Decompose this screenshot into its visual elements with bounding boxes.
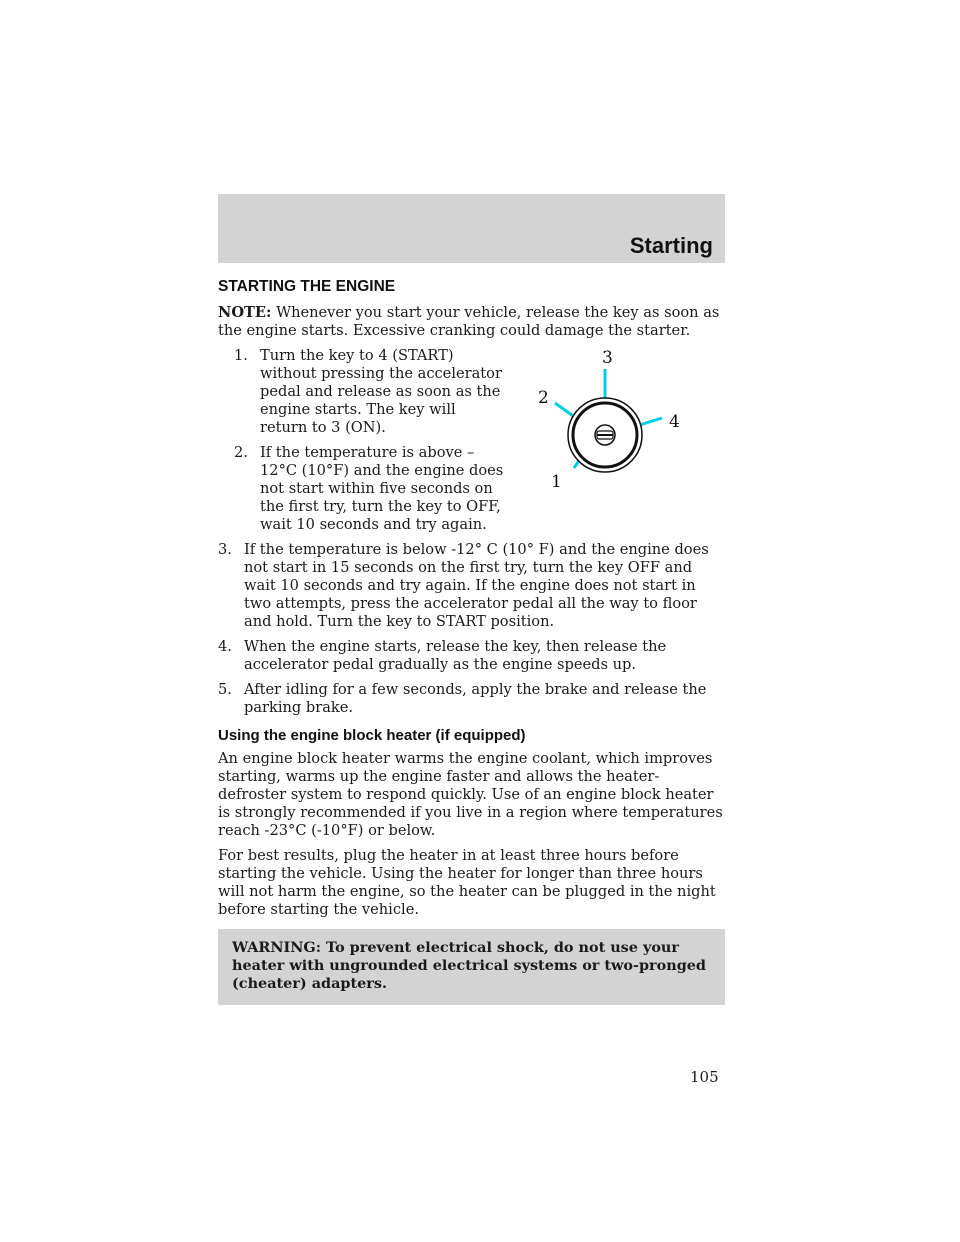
ignition-key-diagram: [505, 335, 705, 505]
block-heater-heading: Using the engine block heater (if equipped): [218, 727, 526, 744]
page-number: 105: [690, 1068, 719, 1086]
block-heater-paragraph-2: For best results, plug the heater in at least three hours before starting the vehicle. Using the heater for longer than three hours will not harm the engine, so the heater can be plugged in the night before starting the vehicle.: [218, 847, 716, 918]
step-text: After idling for a few seconds, apply the brake and release the parking brake.: [244, 681, 707, 716]
position-label-3: 3: [602, 348, 613, 368]
step-text: Turn the key to 4 (START) without pressing the accelerator pedal and release as soon as the engine starts. The key will return to 3 (ON).: [260, 347, 502, 436]
block-heater-paragraph-1: An engine block heater warms the engine coolant, which improves starting, warms up the engine faster and allows the heater-defroster system to respond quickly. Use of an engine block heater is strongly recommended if you live in a region where temperatures reach -23°C (-10°F) or below.: [218, 750, 723, 839]
step-text: When the engine starts, release the key, then release the accelerator pedal gradually as the engine speeds up.: [244, 638, 667, 673]
position-label-1: 1: [551, 472, 562, 492]
section-title: Starting: [629, 233, 713, 258]
step-5: [218, 681, 725, 717]
step-text: If the temperature is above –12°C (10°F) and the engine does not start within five seconds on the first try, turn the key to OFF, wait 10 seconds and try again.: [260, 444, 504, 533]
section-header-band: [218, 194, 725, 263]
step-number: 1.: [234, 347, 248, 364]
position-label-4: 4: [669, 412, 680, 432]
step-text: If the temperature is below -12° C (10° F) and the engine does not start in 15 seconds on the first try, turn the key OFF and wait 10 seconds and try again. If the engine does not start in two attempts, press the accelerator pedal all the way to floor and hold. Turn the key to START position.: [244, 541, 709, 630]
note-label: NOTE:: [218, 304, 272, 321]
step-3: [218, 541, 725, 631]
step-number: 2.: [234, 444, 248, 461]
warning-box: WARNING: To prevent electrical shock, do not use your heater with ungrounded electrical systems or two-pronged (cheater) adapters.: [218, 929, 725, 1005]
step-2: [218, 444, 504, 534]
step-4: [218, 638, 725, 674]
step-number: 4.: [218, 638, 232, 655]
step-number: 5.: [218, 681, 232, 698]
section-heading: STARTING THE ENGINE: [218, 278, 396, 295]
step-number: 3.: [218, 541, 232, 558]
note-text: Whenever you start your vehicle, release the key as soon as the engine starts. Excessive cranking could damage the starter.: [218, 304, 720, 339]
position-label-2: 2: [538, 388, 549, 408]
step-1: [218, 347, 504, 437]
